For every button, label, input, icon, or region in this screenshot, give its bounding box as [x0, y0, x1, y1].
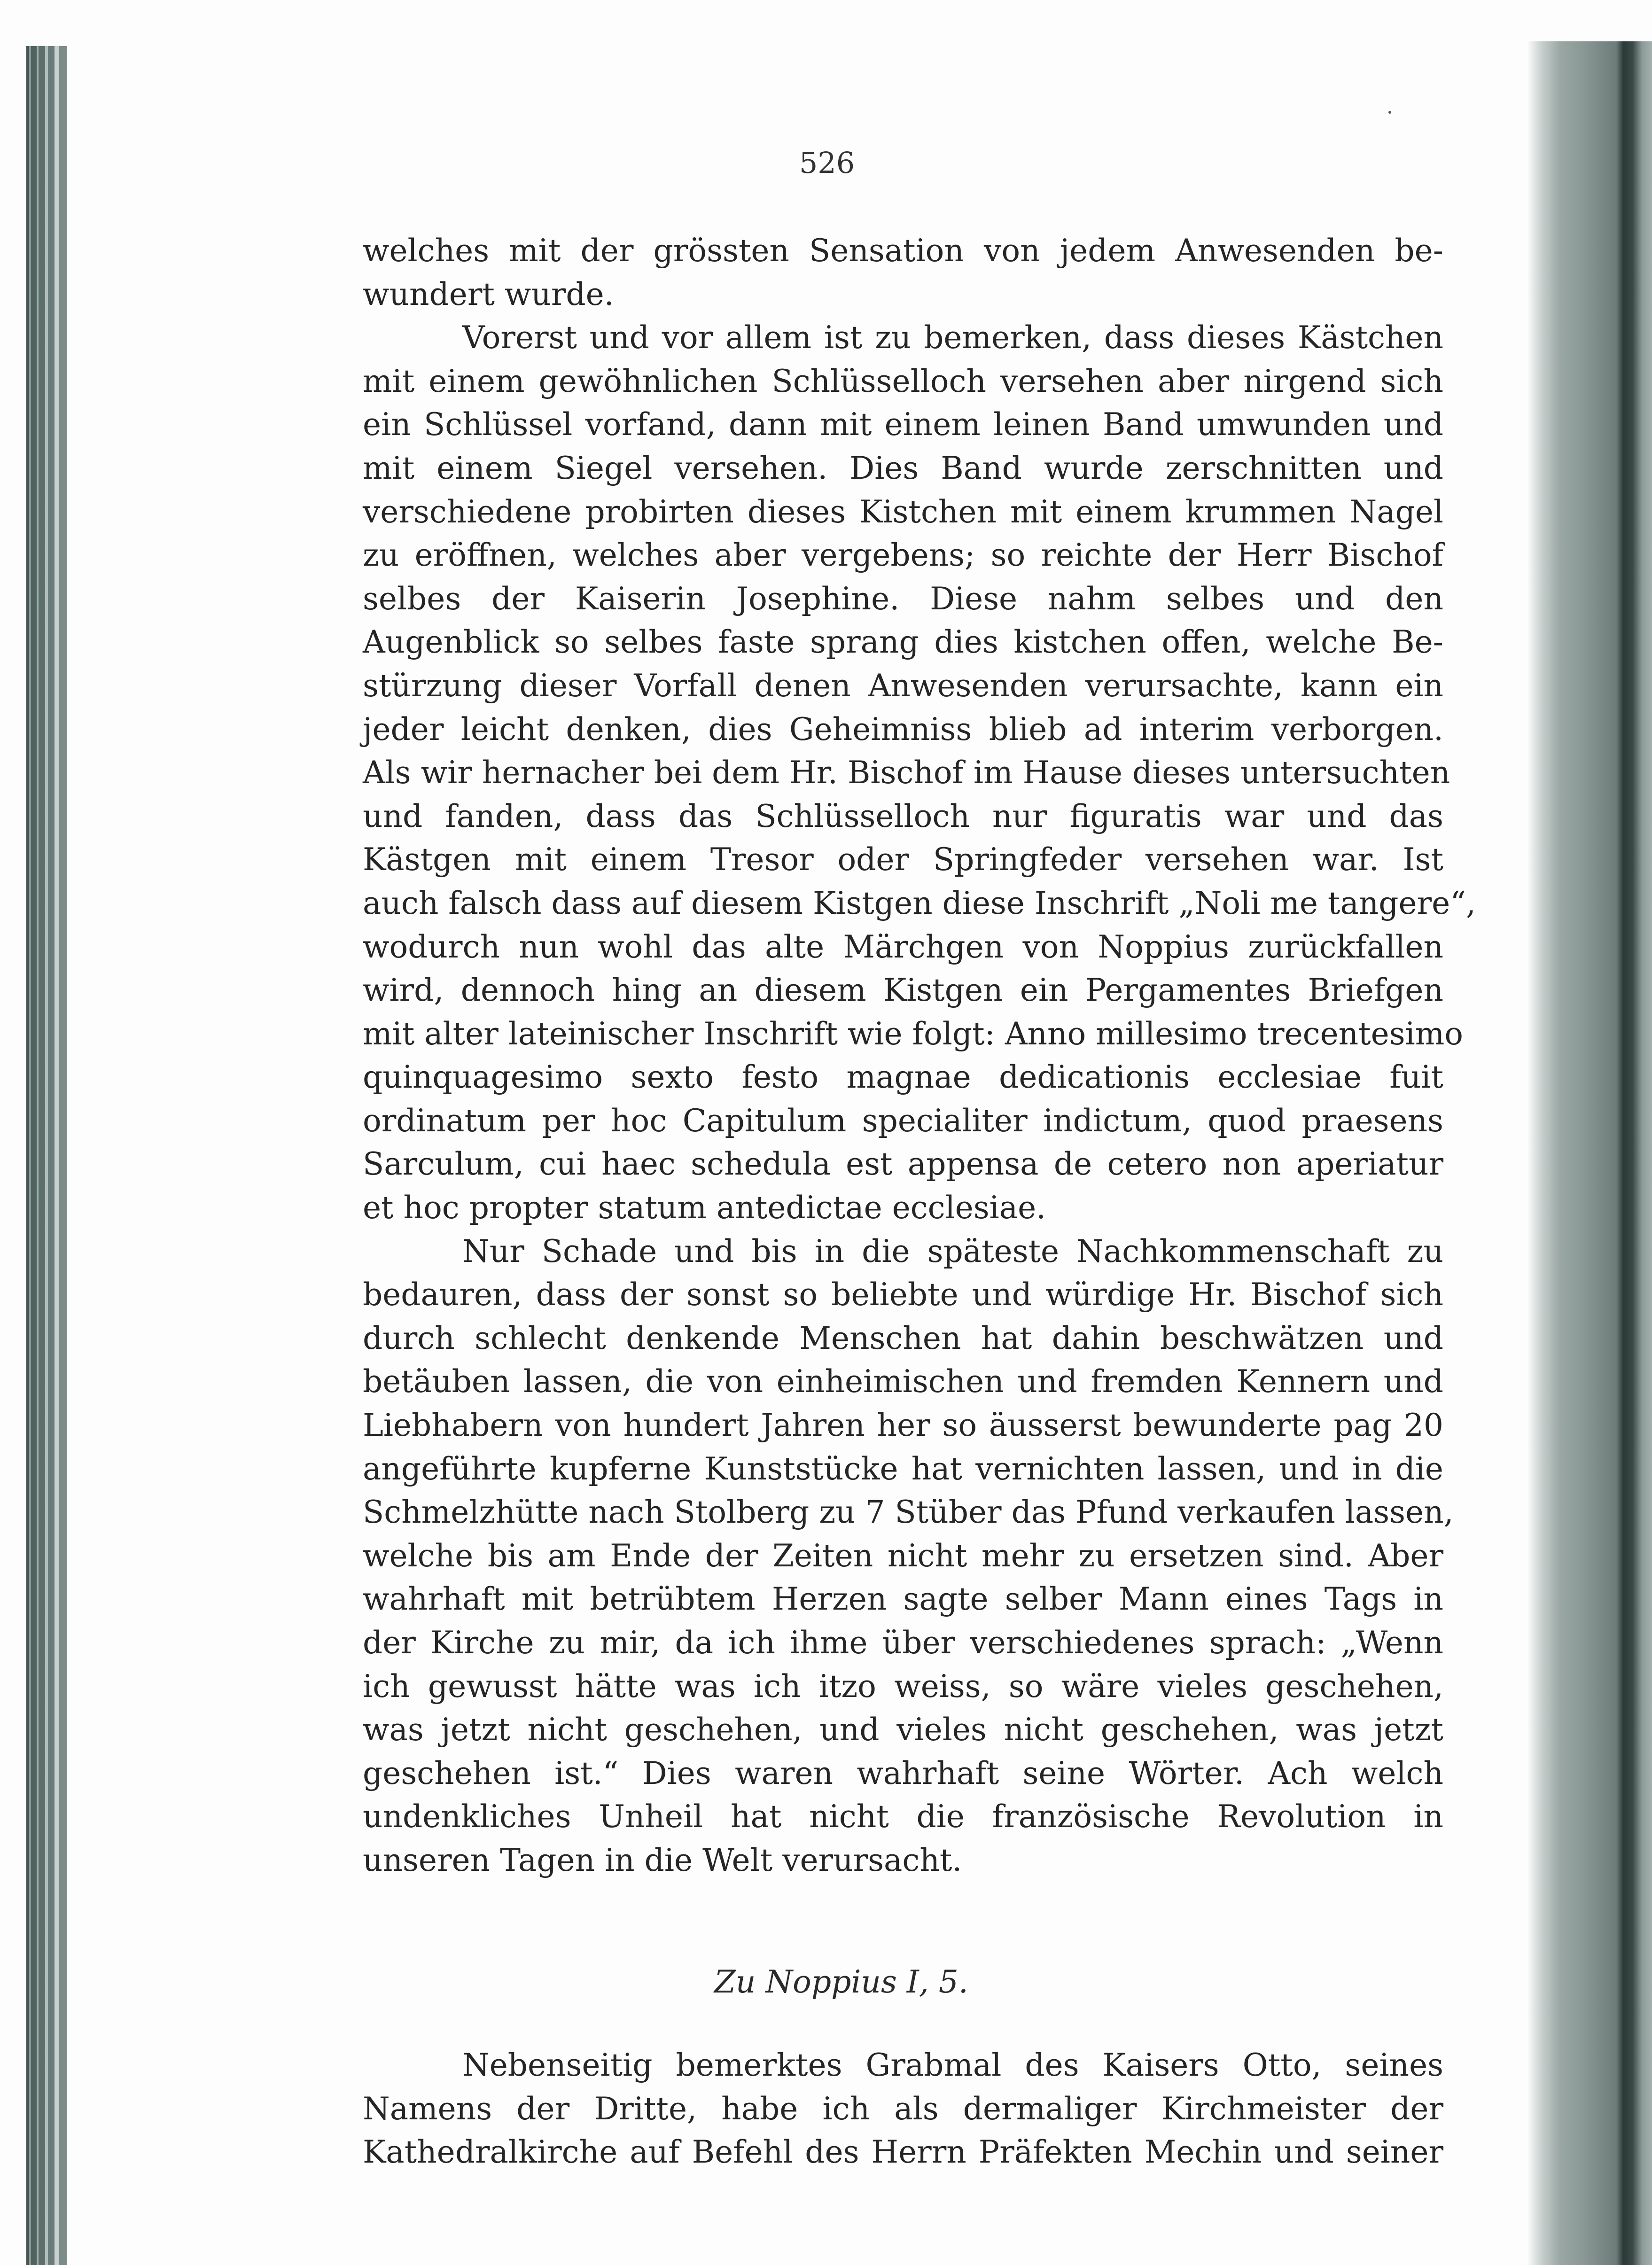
- text-line: mit einem gewöhnlichen Schlüsselloch versehen aber nirgend sich: [363, 363, 1443, 399]
- scan-speck: [1388, 111, 1391, 114]
- text-line: quinquagesimo sexto festo magnae dedicationis ecclesiae fuit: [363, 1059, 1443, 1096]
- text-line: der Kirche zu mir, da ich ihme über verschiedenes sprach: „Wenn: [363, 1625, 1443, 1661]
- body-text: [363, 229, 1476, 1883]
- text-line: welche bis am Ende der Zeiten nicht mehr zu ersetzen sind. Aber: [363, 1537, 1443, 1574]
- text-line: Kathedralkirche auf Befehl des Herrn Präfekten Mechin und seiner: [363, 2134, 1443, 2171]
- text-line: undenkliches Unheil hat nicht die französische Revolution in: [363, 1798, 1443, 1835]
- text-line: auch falsch dass auf diesem Kistgen diese Inschrift „Noli me tangere“,: [363, 885, 1476, 921]
- left-scan-edge-shadow: [26, 46, 67, 2265]
- text-line: Als wir hernacher bei dem Hr. Bischof im Hause dieses untersuchten: [363, 755, 1450, 791]
- text-line: unseren Tagen in die Welt verursacht.: [363, 1842, 962, 1878]
- text-line: verschiedene probirten dieses Kistchen mit einem krummen Nagel: [363, 493, 1443, 530]
- text-line: jeder leicht denken, dies Geheimniss blieb ad interim verborgen.: [363, 711, 1443, 747]
- text-line: wahrhaft mit betrübtem Herzen sagte selber Mann eines Tags in: [363, 1581, 1443, 1618]
- text-line: ich gewusst hätte was ich itzo weiss, so wäre vieles geschehen,: [363, 1668, 1443, 1705]
- text-line: selbes der Kaiserin Josephine. Diese nahm selbes und den: [363, 580, 1443, 617]
- text-line: mit alter lateinischer Inschrift wie folgt: Anno millesimo trecentesimo: [363, 1015, 1464, 1052]
- text-line: durch schlecht denkende Menschen hat dahin beschwätzen und: [363, 1320, 1443, 1356]
- text-line: Augenblick so selbes faste sprang dies kistchen offen, welche Be-: [363, 624, 1443, 661]
- right-gutter-shadow: [1527, 41, 1652, 2265]
- text-line: ordinatum per hoc Capitulum specialiter indictum, quod praesens: [363, 1102, 1443, 1139]
- text-line: Schmelzhütte nach Stolberg zu 7 Stüber das Pfund verkaufen lassen,: [363, 1494, 1454, 1531]
- text-line: was jetzt nicht geschehen, und vieles nicht geschehen, was jetzt: [363, 1712, 1443, 1748]
- text-line: wundert wurde.: [363, 276, 614, 312]
- text-line: geschehen ist.“ Dies waren wahrhaft seine Wörter. Ach welch: [363, 1755, 1443, 1791]
- text-line: betäuben lassen, die von einheimischen und fremden Kennern und: [363, 1363, 1443, 1400]
- text-line: ein Schlüssel vorfand, dann mit einem leinen Band umwunden und: [363, 406, 1443, 443]
- text-line: et hoc propter statum antedictae ecclesiae.: [363, 1190, 1046, 1226]
- text-line: Sarculum, cui haec schedula est appensa de cetero non aperiatur: [363, 1146, 1443, 1183]
- text-line: zu eröffnen, welches aber vergebens; so reichte der Herr Bischof: [363, 537, 1443, 574]
- text-line: angeführte kupferne Kunststücke hat vernichten lassen, und in die: [363, 1450, 1443, 1487]
- text-line: wodurch nun wohl das alte Märchgen von Noppius zurückfallen: [363, 928, 1443, 965]
- text-line: und fanden, dass das Schlüsselloch nur figuratis war und das: [363, 798, 1443, 834]
- text-line: Nur Schade und bis in die späteste Nachkommenschaft zu: [462, 1233, 1443, 1269]
- section-heading: Zu Noppius I, 5.: [714, 1964, 968, 2000]
- text-line: stürzung dieser Vorfall denen Anwesenden verursachte, kann ein: [363, 667, 1443, 704]
- text-line: Nebenseitig bemerktes Grabmal des Kaisers Otto, seines: [462, 2047, 1443, 2083]
- text-line: mit einem Siegel versehen. Dies Band wurde zerschnitten und: [363, 450, 1443, 486]
- text-line: bedauren, dass der sonst so beliebte und würdige Hr. Bischof sich: [363, 1276, 1443, 1313]
- text-line: Kästgen mit einem Tresor oder Springfeder versehen war. Ist: [363, 841, 1443, 878]
- text-line: Namens der Dritte, habe ich als dermaliger Kirchmeister der: [363, 2090, 1443, 2127]
- body-text-continued: [363, 2044, 1443, 2174]
- page-number: 526: [799, 146, 855, 180]
- text-line: welches mit der grössten Sensation von jedem Anwesenden be-: [363, 233, 1443, 269]
- text-line: Liebhabern von hundert Jahren her so äusserst bewunderte pag 20: [363, 1407, 1443, 1444]
- text-line: Vorerst und vor allem ist zu bemerken, dass dieses Kästchen: [462, 319, 1443, 356]
- text-line: wird, dennoch hing an diesem Kistgen ein Pergamentes Briefgen: [363, 972, 1443, 1009]
